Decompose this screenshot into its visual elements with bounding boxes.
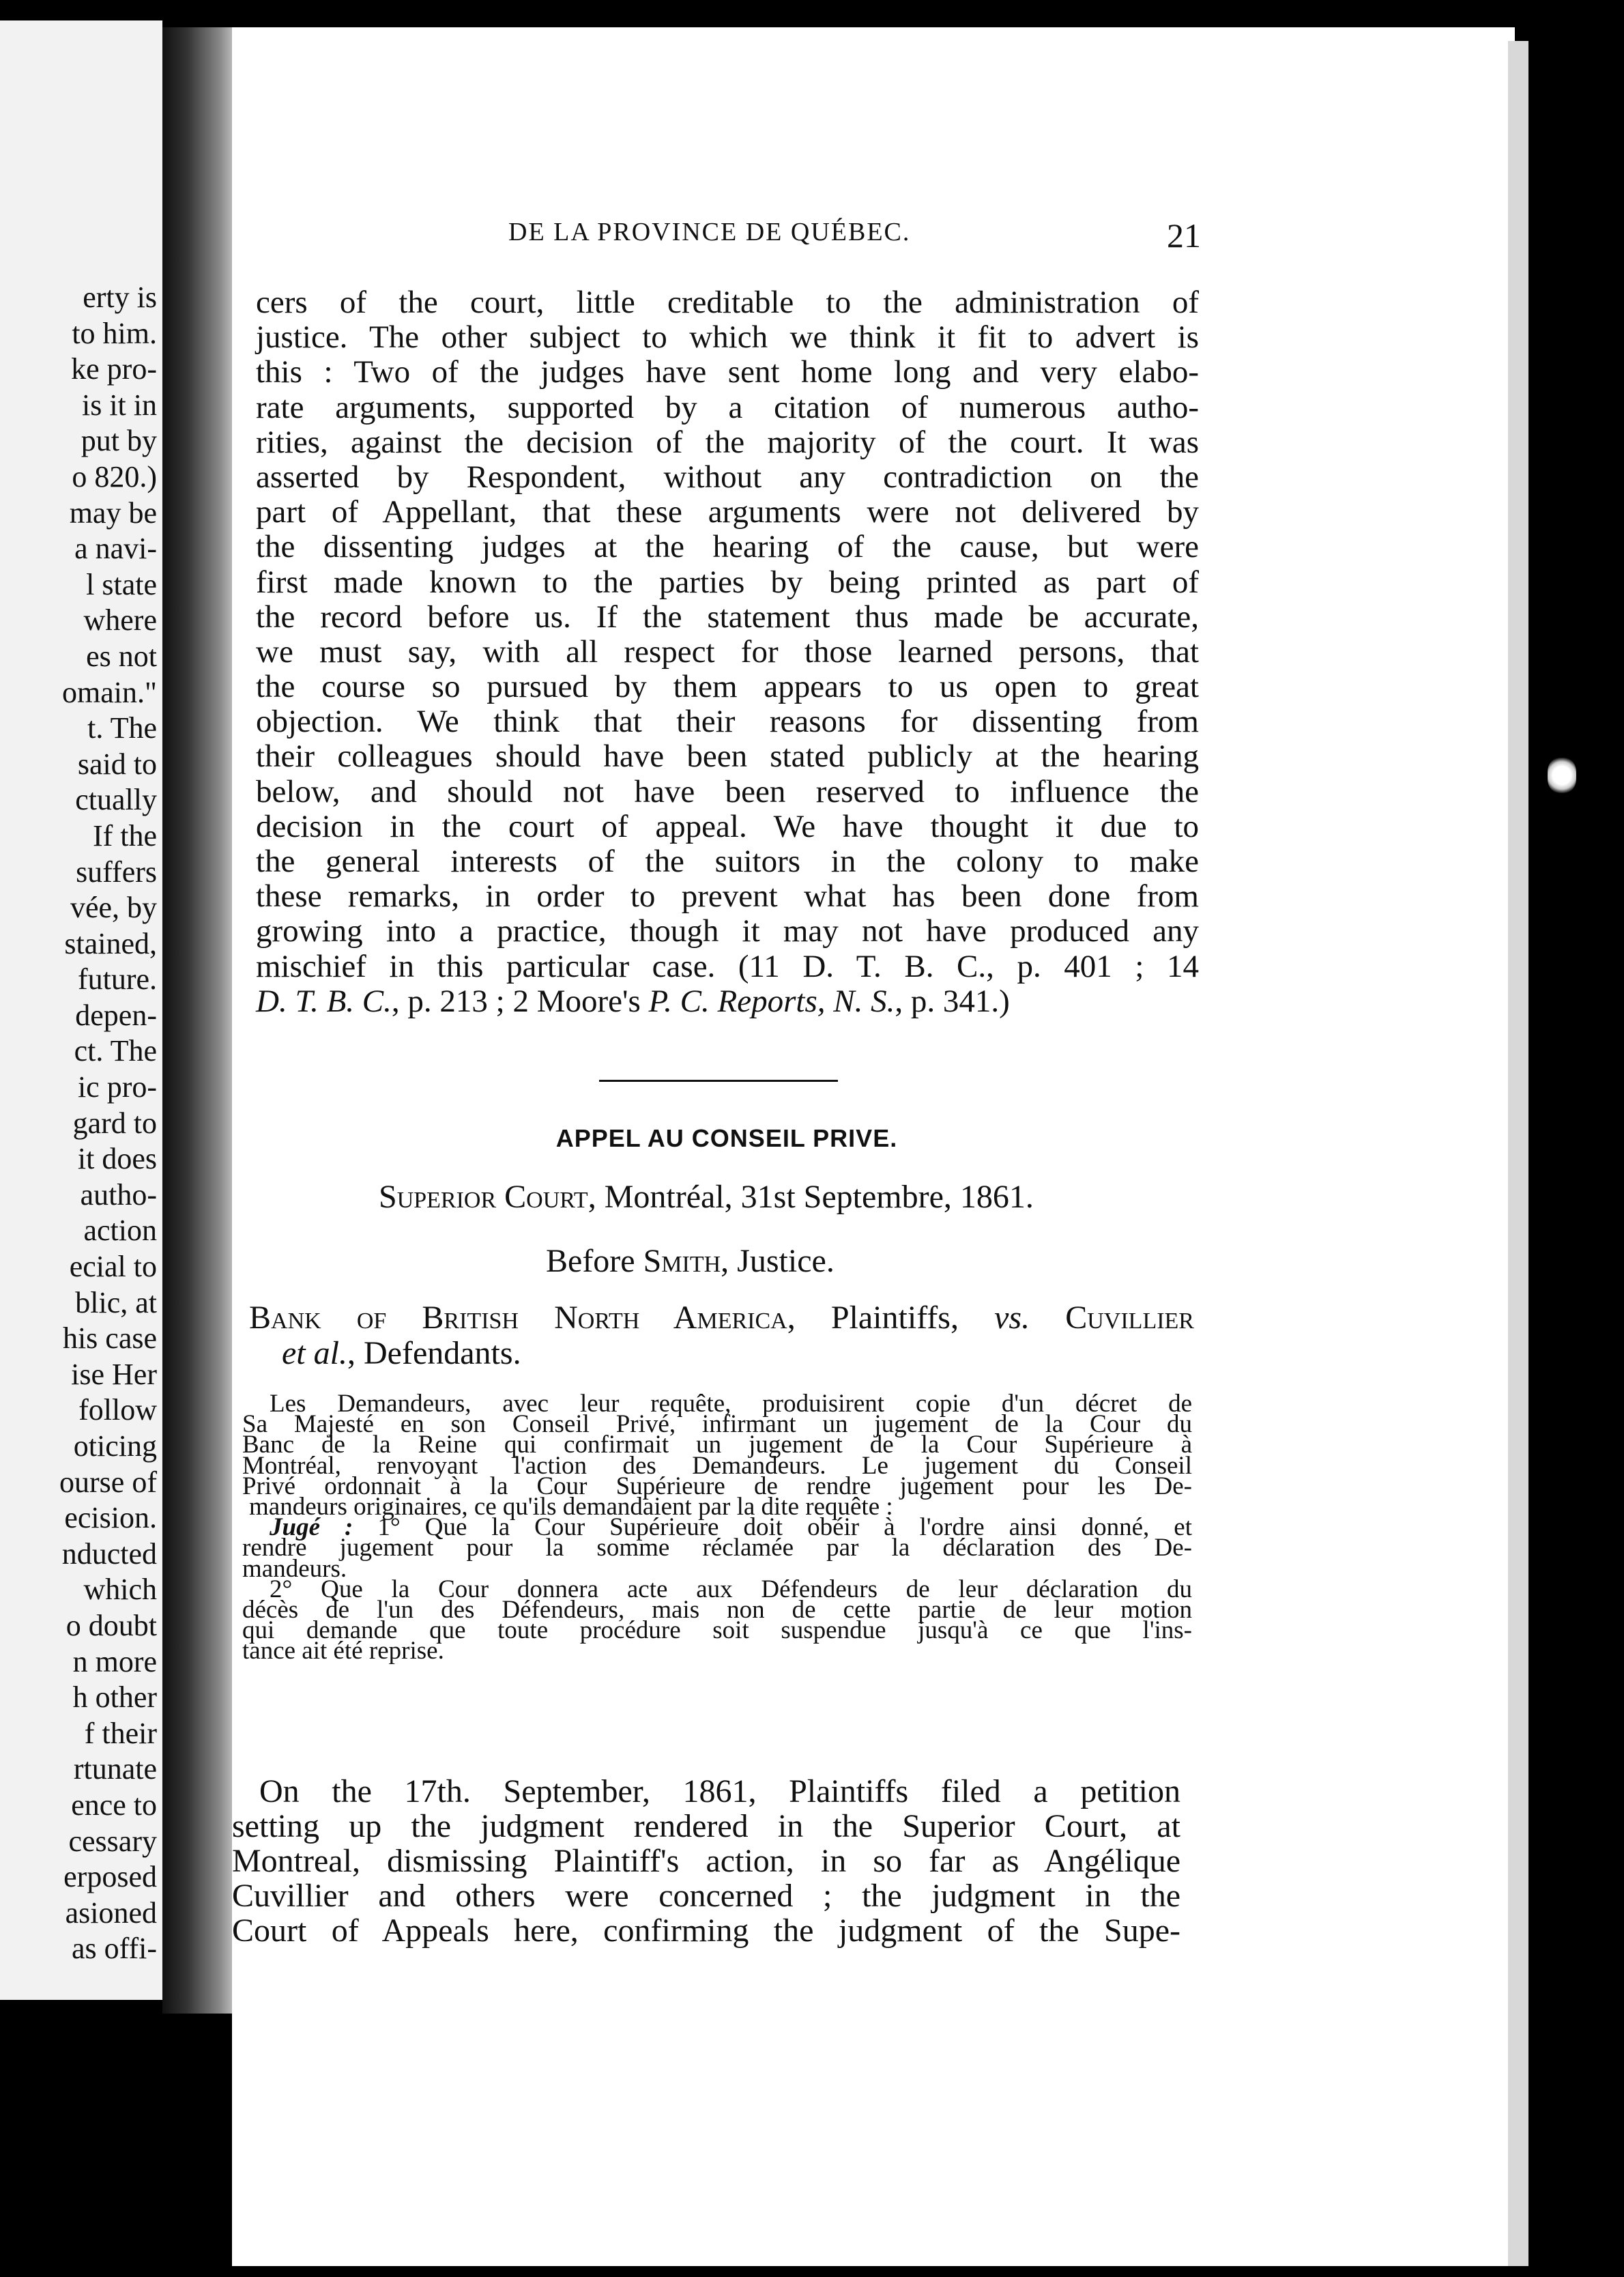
court-date: , Montréal, 31st Septembre, 1861. <box>588 1179 1034 1215</box>
facing-page-line: cessary <box>68 1824 157 1858</box>
facing-page-line: to him. <box>72 316 157 350</box>
facing-page-line: nducted <box>61 1536 157 1571</box>
juge-line-4: 2° Que la Cour donnera acte aux Défendeurs de leur déclaration du <box>270 1575 1192 1603</box>
facing-page-line: o doubt <box>66 1608 157 1642</box>
facing-page-line: his case <box>62 1321 157 1356</box>
body-line: cers of the court, little creditable to the administration of <box>256 285 1199 320</box>
juge-line-6: qui demande que toute procédure soit suspendue jusqu'à ce que l'ins- <box>242 1616 1192 1645</box>
headnote-line: Privé ordonnait à la Cour Supérieure de rendre jugement pour les De- <box>242 1472 1192 1500</box>
body-lines <box>256 285 1199 984</box>
facing-page-line: ise Her <box>71 1357 157 1391</box>
facing-page-line: asioned <box>65 1895 157 1930</box>
facing-page-line: autho- <box>80 1177 157 1212</box>
et-al: et al. <box>282 1335 347 1371</box>
versus: vs. <box>994 1300 1030 1336</box>
facing-page-line: ecision. <box>64 1501 157 1535</box>
facing-page-line: If the <box>92 818 157 853</box>
headnote-line: Banc de la Reine qui confirmait un jugement de la Cour Supérieure à <box>242 1431 1192 1459</box>
body-line: we must say, with all respect for those learned persons, that <box>256 633 1199 670</box>
defendant-role: , Defendants. <box>347 1335 521 1371</box>
case-parties <box>249 1300 1194 1371</box>
judge-name: Smith <box>643 1243 721 1279</box>
running-head: DE LA PROVINCE DE QUÉBEC. <box>508 218 911 246</box>
facing-page-line: as offi- <box>71 1932 157 1966</box>
court-name: Superior Court <box>379 1179 588 1215</box>
juge-line-2: rendre jugement pour la somme réclamée par la déclaration des De- <box>242 1534 1192 1562</box>
plaintiff-role: , Plaintiffs, <box>787 1300 995 1336</box>
opinion-line: Montreal, dismissing Plaintiff's action, in so far as Angélique <box>232 1843 1180 1879</box>
facing-page-line: gard to <box>72 1106 157 1140</box>
headnote-line: Sa Majesté en son Conseil Privé, infirmant un jugement de la Cour du <box>242 1410 1192 1439</box>
facing-page-line: erposed <box>63 1860 157 1894</box>
facing-page-line: ourse of <box>59 1465 157 1499</box>
page-number: 21 <box>1167 216 1201 255</box>
facing-page-line: is it in <box>81 388 157 422</box>
facing-page-line: future. <box>77 962 157 997</box>
section-rule <box>599 1080 838 1082</box>
juge-line-5: décès de l'un des Défendeurs, mais non de cette partie de leur motion <box>242 1595 1192 1624</box>
facing-page-line: may be <box>69 496 157 530</box>
body-line: first made known to the parties by being printed as part of <box>256 564 1199 600</box>
citation-3: P. C. Reports, N. S. <box>648 983 895 1019</box>
headnote-lines <box>242 1390 1192 1500</box>
body-text <box>256 285 1199 1019</box>
facing-page-line: ctually <box>75 783 157 817</box>
before-suffix: , Justice. <box>721 1243 835 1279</box>
opinion-line: Court of Appeals here, confirming the judgment of the Supe- <box>232 1913 1180 1949</box>
body-line: the record before us. If the statement thus made be accurate, <box>256 599 1199 635</box>
facing-page-line: suffers <box>76 855 157 889</box>
facing-page-line: rtunate <box>73 1752 157 1786</box>
facing-page-line: ct. The <box>74 1034 157 1068</box>
body-line: these remarks, in order to prevent what has been done from <box>256 878 1199 915</box>
body-line: the dissenting judges at the hearing of the cause, but were <box>256 529 1199 565</box>
citation-4: , p. 341.) <box>895 983 1010 1019</box>
citation-2: , p. 213 ; 2 Moore's <box>391 983 649 1019</box>
facing-page-line: said to <box>77 747 157 781</box>
facing-page-line: action <box>83 1214 157 1248</box>
facing-page-line: t. The <box>87 711 157 745</box>
body-line: justice. The other subject to which we think it fit to advert is <box>256 319 1199 356</box>
page-edge <box>1508 41 1528 2266</box>
court-line <box>379 1178 1034 1216</box>
section-heading: APPEL AU CONSEIL PRIVE. <box>555 1124 898 1152</box>
facing-page-line: it does <box>77 1142 157 1176</box>
defendant: Cuvillier <box>1065 1300 1194 1336</box>
facing-page-fragments <box>59 280 157 1967</box>
facing-page-line: a navi- <box>74 532 157 566</box>
body-line: the general interests of the suitors in the colony to make <box>256 844 1199 879</box>
citation-1: D. T. B. C. <box>256 983 392 1019</box>
body-line: part of Appellant, that these arguments were not delivered by <box>256 494 1199 530</box>
facing-page-line: blic, at <box>75 1285 157 1319</box>
facing-page-line: ence to <box>71 1788 157 1822</box>
headnote-line: Les Demandeurs, avec leur requête, produisirent copie d'un décret de <box>270 1390 1192 1418</box>
body-line: this : Two of the judges have sent home long and very elabo- <box>256 354 1199 390</box>
facing-page <box>0 20 162 2000</box>
body-line: below, and should not have been reserved to influence the <box>256 773 1199 810</box>
body-line: asserted by Respondent, without any contradiction on the <box>256 459 1199 495</box>
facing-page-line: oticing <box>73 1429 157 1463</box>
body-line: growing into a practice, though it may not have produced any <box>256 913 1199 949</box>
facing-page-line: o 820.) <box>72 459 157 493</box>
body-line: rate arguments, supported by a citation of numerous autho- <box>256 389 1199 425</box>
facing-page-line: where <box>83 603 157 638</box>
facing-page-line: f their <box>84 1716 157 1750</box>
facing-page-line: stained, <box>64 926 157 960</box>
facing-page-line: depen- <box>75 998 157 1032</box>
judge-line <box>546 1242 835 1280</box>
facing-page-line: follow <box>78 1393 157 1427</box>
opinion-text <box>232 1773 1180 1952</box>
opinion-line: Cuvillier and others were concerned ; the judgment in the <box>232 1878 1180 1914</box>
facing-page-line: h other <box>72 1680 157 1715</box>
facing-page-line: which <box>83 1573 157 1607</box>
juge-label: Jugé : <box>270 1513 353 1542</box>
headnote <box>242 1390 1192 1665</box>
facing-page-line: omain." <box>62 675 157 709</box>
citation-line <box>256 984 1199 1019</box>
headnote-line-6: mandeurs originaires, ce qu'ils demandaient par la dite requête : <box>249 1492 893 1521</box>
parties-line-2 <box>249 1336 1194 1371</box>
facing-page-line: erty is <box>83 281 157 314</box>
facing-page-line: ic pro- <box>77 1070 157 1104</box>
juge-line-7: tance ait été reprise. <box>242 1637 444 1665</box>
before-prefix: Before <box>546 1243 643 1279</box>
opinion-line: setting up the judgment rendered in the Superior Court, at <box>232 1808 1180 1844</box>
paper-blemish <box>1548 758 1576 793</box>
body-line: rities, against the decision of the majority of the court. It was <box>256 424 1199 460</box>
parties-line-1 <box>249 1300 1194 1336</box>
juge-text-1: 1° Que la Cour Supérieure doit obéir à l'ordre ainsi donné, et <box>353 1513 1192 1542</box>
headnote-line: Montréal, renvoyant l'action des Demandeurs. Le jugement du Conseil <box>242 1451 1192 1480</box>
facing-page-line: put by <box>81 424 157 458</box>
body-line: the course so pursued by them appears to us open to great <box>256 669 1199 705</box>
facing-page-line: vée, by <box>70 891 157 925</box>
facing-page-line: es not <box>86 639 157 673</box>
facing-page-line: n more <box>72 1644 157 1678</box>
juge-line-3: mandeurs. <box>242 1554 347 1583</box>
body-line: mischief in this particular case. (11 D. T. B. C., p. 401 ; 14 <box>256 948 1199 984</box>
facing-page-line: ke pro- <box>71 352 157 386</box>
opinion-line: On the 17th. September, 1861, Plaintiffs filed a petition <box>259 1773 1180 1809</box>
body-line: decision in the court of appeal. We have thought it due to <box>256 808 1199 844</box>
facing-page-line: l state <box>86 567 157 601</box>
facing-page-line: ecial to <box>69 1250 157 1284</box>
body-line: objection. We think that their reasons for dissenting from <box>256 704 1199 740</box>
plaintiff: Bank of British North America <box>249 1300 787 1336</box>
body-line: their colleagues should have been stated publicly at the hearing <box>256 739 1199 775</box>
